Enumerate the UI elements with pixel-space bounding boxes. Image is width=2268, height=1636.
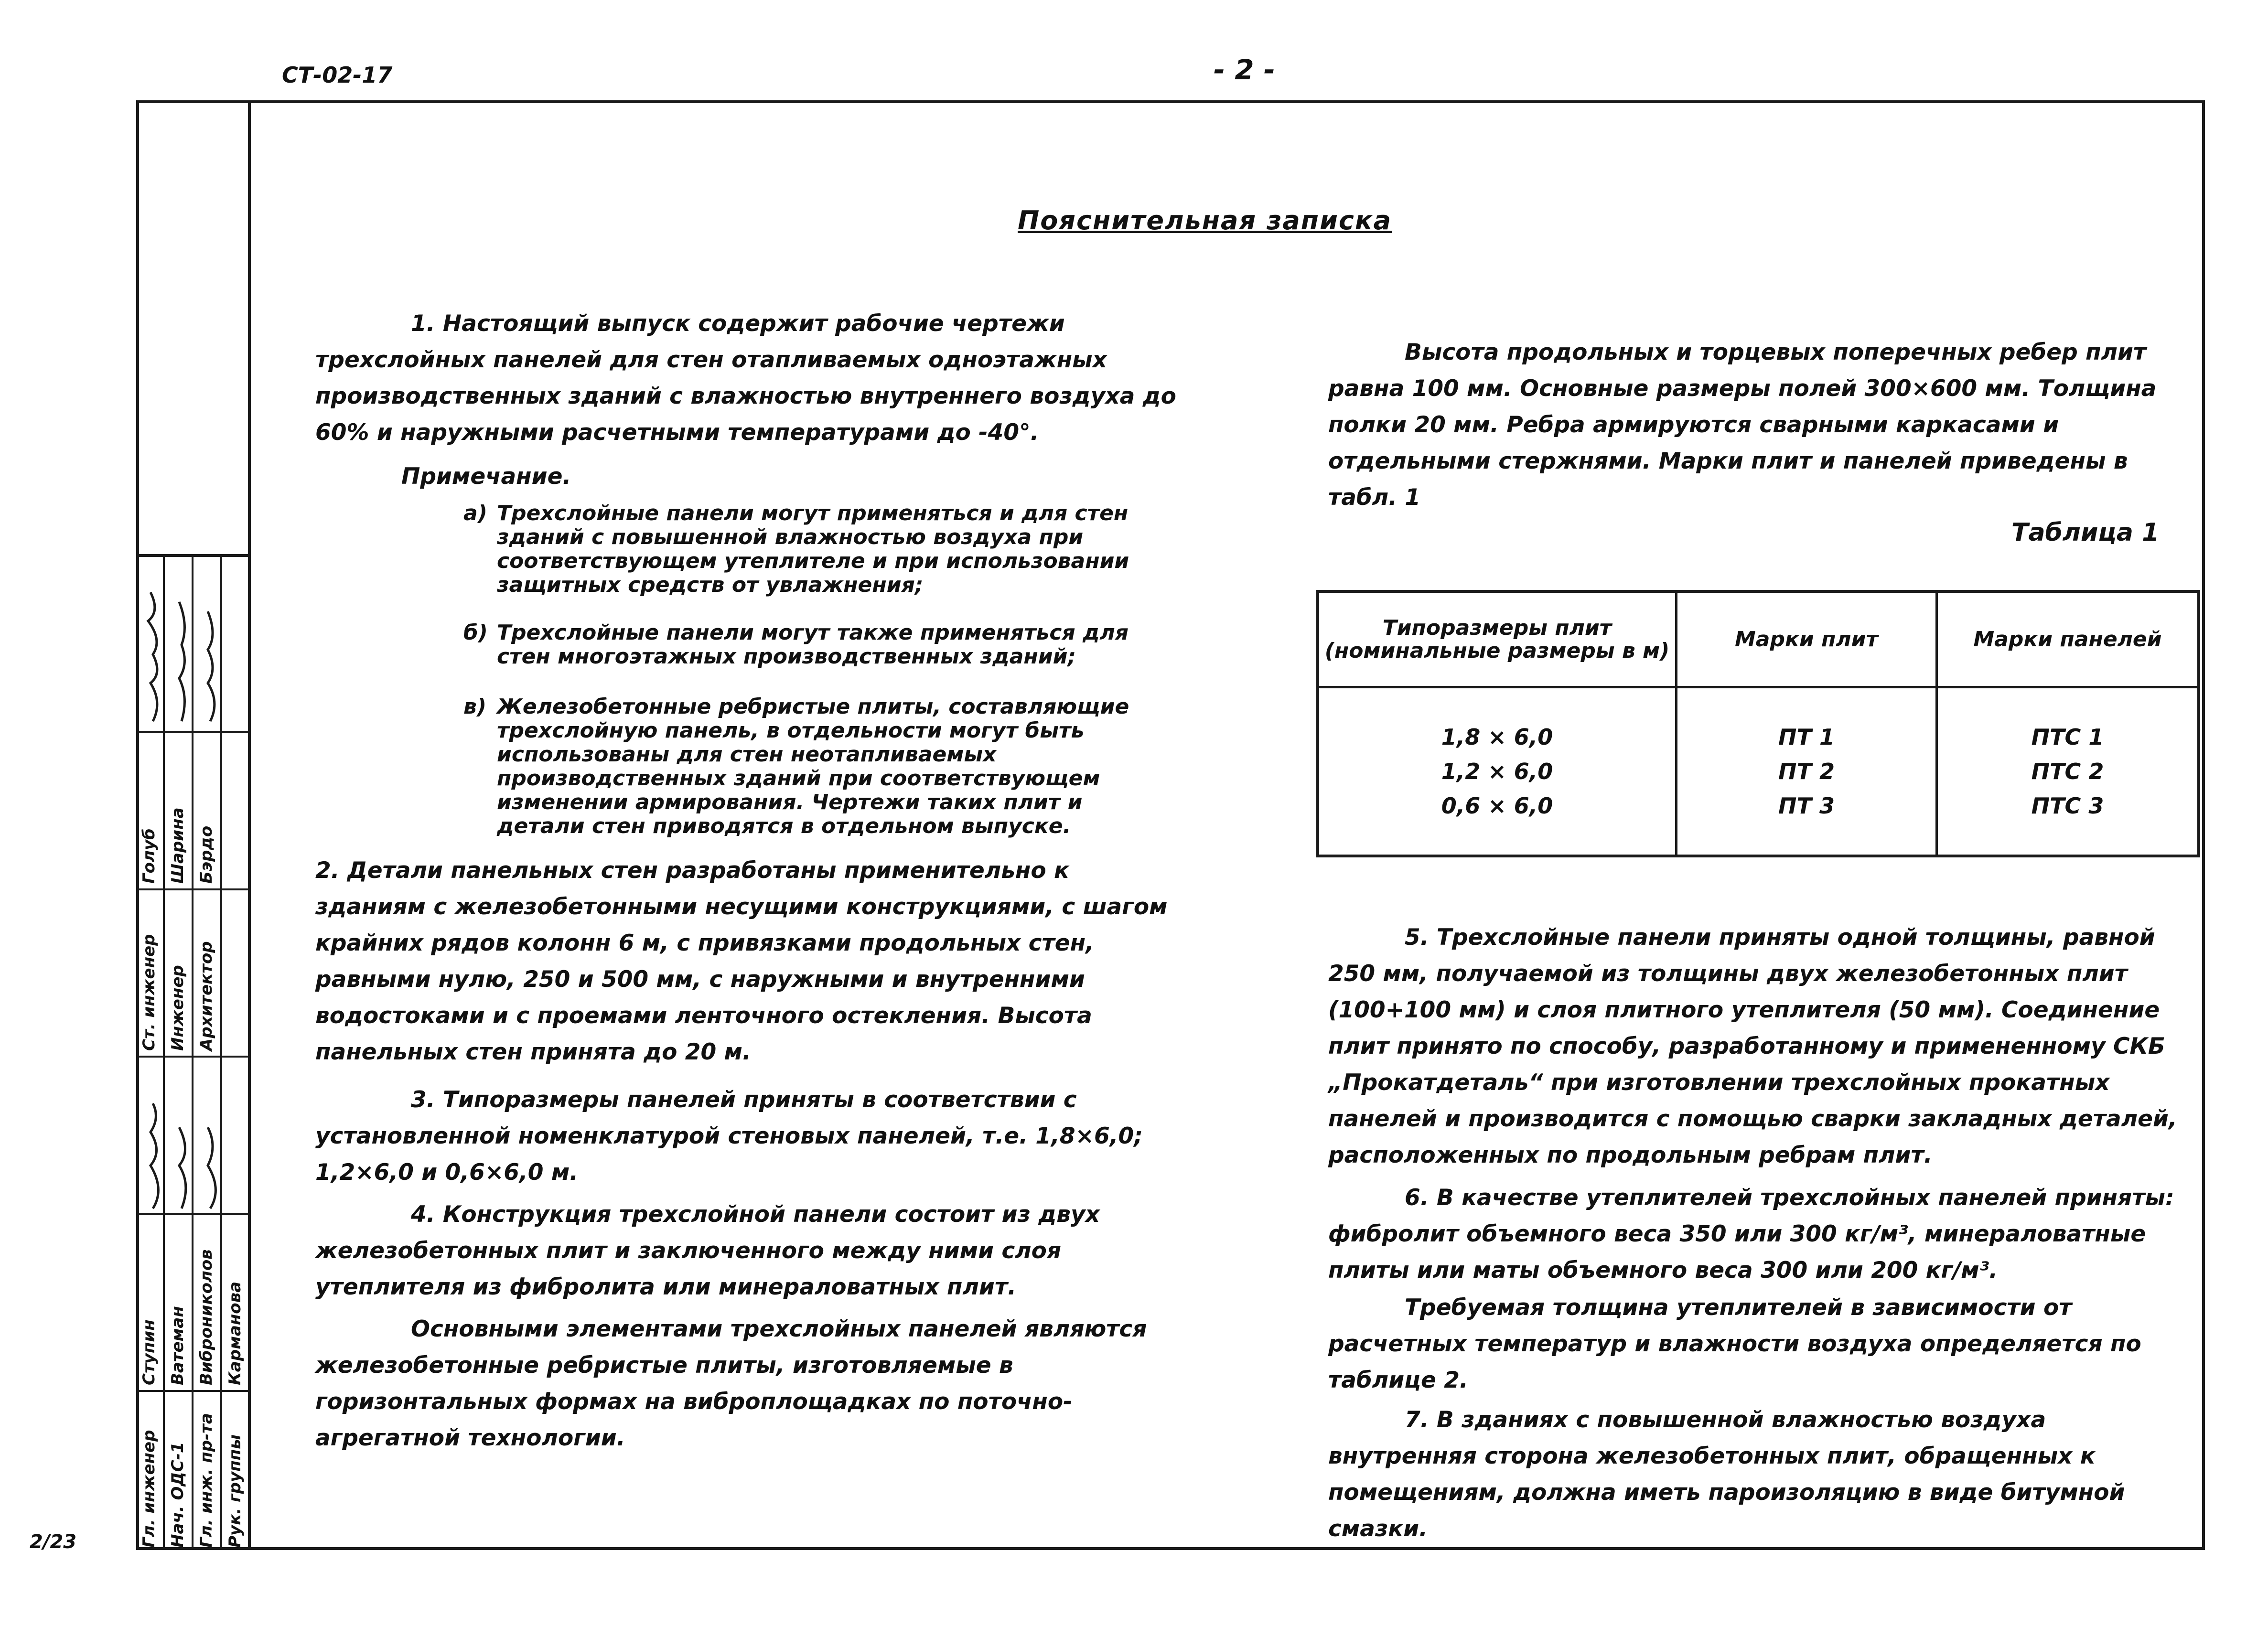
stamp-role: Гл. инж. пр-та bbox=[197, 1413, 216, 1548]
document-code: СТ-02-17 bbox=[282, 62, 393, 88]
cell-line: ПТ 3 bbox=[1778, 793, 1835, 819]
table-header: Марки плит bbox=[1677, 591, 1937, 687]
note-b bbox=[463, 620, 1175, 669]
plates-table bbox=[1316, 590, 2200, 857]
paragraph-6b: Требуемая толщина утеплителей в зависимости от расчетных температур и влажности воздуха определяется по таблице 2. bbox=[1328, 1294, 2141, 1393]
table-cell bbox=[1937, 687, 2199, 856]
table-header: Типоразмеры плит (номинальные размеры в м) bbox=[1318, 591, 1677, 687]
cell-line: 0,6 × 6,0 bbox=[1441, 793, 1553, 819]
stamp-role: Ст. инженер bbox=[140, 934, 159, 1051]
table-header-row bbox=[1318, 591, 2199, 687]
paragraph-6: 6. В качестве утеплителей трехслойных панелей приняты: фибролит объемного веса 350 или 300 кг/м³, минераловатные плиты или маты объемного веса 300 или 200 кг/м³. bbox=[1328, 1185, 2174, 1283]
cell-line: ПТ 2 bbox=[1778, 759, 1835, 784]
stamp-role: Архитектор bbox=[197, 941, 216, 1051]
signature-scribbles bbox=[139, 559, 248, 1543]
stamp-role: Рук. группы bbox=[226, 1434, 245, 1548]
table-cell bbox=[1318, 687, 1677, 856]
table-header: Марки панелей bbox=[1937, 591, 2199, 687]
sheet-number: 2/23 bbox=[30, 1531, 77, 1553]
note-a bbox=[463, 501, 1175, 597]
stamp-role: Гл. инженер bbox=[140, 1430, 159, 1548]
cell-line: 1,8 × 6,0 bbox=[1441, 724, 1553, 750]
paragraph-1: 1. Настоящий выпуск содержит рабочие чертежи трехслойных панелей для стен отапливаемых одноэтажных производственных зданий с влажностью внутреннего воздуха до 60% и наружными расчетными температурами до -40°. bbox=[315, 310, 1176, 446]
cell-line: 1,2 × 6,0 bbox=[1441, 759, 1553, 784]
table-caption: Таблица 1 bbox=[2011, 518, 2160, 547]
stamp-name: Ватеман bbox=[168, 1306, 187, 1385]
note-c bbox=[463, 695, 1175, 838]
paragraph-7: 7. В зданиях с повышенной влажностью воздуха внутренняя сторона железобетонных плит, обращенных к помещениям, должна иметь пароизоляцию в виде битумной смазки. bbox=[1328, 1407, 2125, 1542]
table-cell bbox=[1677, 687, 1937, 856]
stamp-role: Нач. ОДС-1 bbox=[168, 1442, 187, 1548]
stamp-name: Карманова bbox=[226, 1281, 245, 1385]
note-a-mark: а) bbox=[463, 501, 487, 525]
cell-line: ПТ 1 bbox=[1778, 724, 1835, 750]
paragraph-4b: Основными элементами трехслойных панелей являются железобетонные ребристые плиты, изготовляемые в горизонтальных формах на виброплощадках по поточно-агрегатной технологии. bbox=[315, 1316, 1147, 1451]
paragraph-ribs: Высота продольных и торцевых поперечных ребер плит равна 100 мм. Основные размеры полей 300×600 мм. Толщина полки 20 мм. Ребра армируются сварными каркасами и отдельными стержнями. Марки плит и панелей приведены в табл. 1 bbox=[1328, 339, 2157, 511]
note-a-text: Трехслойные панели могут применяться и для стен зданий с повышенной влажностью воздуха при соответствующем утеплителе и при использовании защитных средств от увлажнения; bbox=[497, 501, 1129, 597]
stamp-name: Ступин bbox=[140, 1319, 159, 1385]
note-label: Примечание. bbox=[401, 463, 571, 490]
page-number: - 2 - bbox=[1214, 53, 1275, 86]
table-row bbox=[1318, 687, 2199, 856]
note-b-text: Трехслойные панели могут также применяться для стен многоэтажных производственных зданий; bbox=[497, 620, 1129, 669]
note-b-mark: б) bbox=[463, 620, 488, 645]
stamp-name: Голуб bbox=[140, 828, 159, 884]
document-title: Пояснительная записка bbox=[1018, 205, 1392, 235]
cell-line: ПТС 2 bbox=[2031, 759, 2104, 784]
note-c-text: Железобетонные ребристые плиты, составляющие трехслойную панель, в отдельности могут быть использованы для стен неотапливаемых производственных зданий при соответствующем изменении армирования. Чертежи таких плит и детали стен приводятся в отдельном выпуске. bbox=[497, 695, 1129, 838]
paragraph-2: 2. Детали панельных стен разработаны применительно к зданиям с железобетонными несущими конструкциями, с шагом крайних рядов колонн 6 м, с привязками продольных стен, равными нулю, 250 и 500 мм, с наружными и внутренними водостоками и с проемами ленточного остекления. Высота панельных стен принята до 20 м. bbox=[315, 857, 1168, 1065]
stamp-name: Бэрдо bbox=[197, 825, 216, 884]
stamp-role: Инженер bbox=[168, 965, 187, 1051]
paragraph-3: 3. Типоразмеры панелей приняты в соответствии с установленной номенклатурой стеновых панелей, т.е. 1,8×6,0; 1,2×6,0 и 0,6×6,0 м. bbox=[315, 1087, 1143, 1186]
stamp-name: Виброниколов bbox=[197, 1249, 216, 1385]
paragraph-5: 5. Трехслойные панели приняты одной толщины, равной 250 мм, получаемой из толщины двух железобетонных плит (100+100 мм) и слоя плитного утеплителя (50 мм). Соединение плит принято по способу, разработанному и примененному СКБ „Прокатдеталь“ при изготовлении трехслойных прокатных панелей и производится с помощью сварки закладных деталей, расположенных по продольным ребрам плит. bbox=[1328, 924, 2177, 1168]
stamp-name: Шарина bbox=[168, 807, 187, 884]
paragraph-4: 4. Конструкция трехслойной панели состоит из двух железобетонных плит и заключенного между ними слоя утеплителя из фибролита или минераловатных плит. bbox=[315, 1201, 1100, 1300]
cell-line: ПТС 1 bbox=[2031, 724, 2104, 750]
cell-line: ПТС 3 bbox=[2031, 793, 2104, 819]
note-c-mark: в) bbox=[463, 695, 486, 719]
